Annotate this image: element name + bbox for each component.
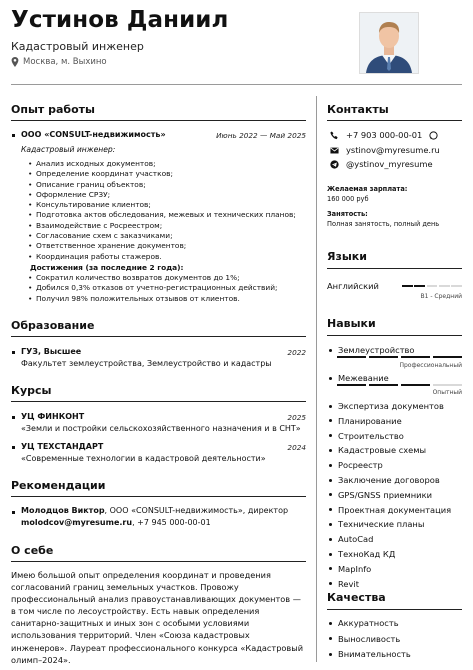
skill-name: Кадастровые схемы [338,445,427,456]
education-year: 2022 [287,348,306,357]
skill-item [329,416,402,426]
skill-name: Землеустройство [338,345,415,355]
course-org: УЦ ФИНКОНТ [21,412,85,421]
profile-photo [359,12,419,74]
location-text: Москва, м. Выхино [23,57,107,67]
bullet-icon [329,582,332,585]
skill-name: ТехноКад КД [338,549,396,559]
skills-heading: Навыки [327,317,376,330]
email-icon [330,146,339,155]
recommendations-divider [11,496,306,497]
skill-name: MapInfo [338,563,372,574]
skill-name: Технические планы [338,519,425,530]
list-item: • Консультирование клиентов; [27,200,307,210]
entry-marker [12,351,15,354]
contacts-heading: Контакты [327,103,389,116]
employment-label: Занятость: [327,210,368,218]
position-title: Кадастровый инженер: [21,145,116,154]
skill-item [329,401,444,411]
skill-item [329,460,383,470]
level-segment-filled [414,285,425,287]
level-segment-filled [402,285,413,287]
salary-label: Желаемая зарплата: [327,185,408,193]
recommendation-contacts [21,518,211,527]
skill-item [329,564,371,574]
telegram-icon [330,160,339,169]
bullet-icon [329,523,332,526]
quality-item [329,618,399,628]
bullet-icon [329,377,332,380]
phone-icon [330,131,339,140]
list-item: • Добился 0,3% отказов от учетно-регистрационных действий; [27,283,307,293]
languages-heading: Языки [327,250,367,263]
employment-value: Полная занятость, полный день [327,220,440,228]
language-name: Английский [327,281,379,291]
telegram-row [330,159,433,169]
bullet-icon [329,419,332,422]
list-item: • Анализ исходных документов; [27,159,307,169]
level-segment-empty [451,285,462,287]
faculty: Факультет землеустройства, Землеустройство и кадастры [21,359,272,368]
header-divider [11,84,462,85]
level-segment-filled [401,384,430,386]
bullet-icon [329,479,332,482]
skill-item [329,490,432,500]
skill-level-bar [337,356,462,358]
list-item: • Получил 98% положительных отзывов от клиентов. [27,294,307,304]
quality-name: Внимательность [338,649,411,659]
achievements-list [27,273,307,304]
bullet-icon [329,567,332,570]
email-row [330,145,440,155]
skill-item [329,505,451,515]
quality-item [329,634,400,644]
bullet-icon [329,622,332,625]
bullet-icon [329,538,332,541]
skill-name: Строительство [338,430,404,441]
skill-item [329,549,395,559]
list-item: • Согласование схем с заказчиками; [27,231,307,241]
contacts-divider [327,120,462,121]
skill-name: Проектная документация [338,504,452,515]
entry-marker [12,134,15,137]
list-item: • Оформление СРЗУ; [27,190,307,200]
list-item: • Подготовка актов обследования, межевых и технических планов; [27,210,307,220]
bullet-icon [329,653,332,656]
list-item: • Ответственное хранение документов; [27,241,307,251]
email-address[interactable]: ystinov@myresume.ru [346,145,440,155]
list-item: • Взаимодействие с Росреестром; [27,221,307,231]
experience-dates: Июнь 2022 — Май 2025 [216,131,306,140]
skill-item [329,431,404,441]
bullet-icon [329,349,332,352]
skill-item [329,373,389,383]
skill-name: Планирование [338,415,402,426]
column-divider [316,96,317,662]
skills-divider [327,335,462,336]
skill-item [329,534,373,544]
course-year: 2025 [287,413,306,422]
list-item: • Координация работы стажеров. [27,252,307,262]
list-item: • Определение координат участков; [27,169,307,179]
level-segment-filled [433,356,462,358]
whatsapp-icon [429,131,438,140]
education-divider [11,336,306,337]
language-level: B1 - Средний [420,293,462,300]
recommender-phone: , +7 945 000-00-01 [132,518,211,527]
bullet-icon [329,493,332,496]
recommender-name: Молодцов Виктор [21,506,105,515]
skill-name: Revit [338,578,359,589]
about-text: Имею большой опыт определения координат и проведения согласований границ земельных участков. Провожу профессиональный анализ правоустанавливающих документов — в том числе по лесоустройству. Есть навык определения санитарно-защитных и иных зон с особыми условиями использования территорий. Член «Союза кадастровых инженеров». Лауреат профессионального конкурса «Кадастровый олимп–2024». [11,570,304,665]
languages-divider [327,268,462,269]
course-name: «Земли и постройки сельскохозяйственного назначения и в СНТ» [21,424,301,433]
qualities-heading: Качества [327,591,386,604]
recommender-details: , ООО «CONSULT-недвижимость», директор [104,506,289,515]
avatar-icon [360,13,418,73]
skill-level: Опытный [432,389,462,396]
list-item: • Описание границ объектов; [27,180,307,190]
bullet-icon [329,434,332,437]
quality-name: Аккуратность [338,618,399,628]
about-heading: О себе [11,544,54,557]
candidate-name: Устинов Даниил [11,7,229,33]
entry-marker [12,511,15,514]
company-name: ООО «CONSULT-недвижимость» [21,130,166,139]
level-segment-empty [427,285,438,287]
experience-divider [11,120,306,121]
skill-item [329,445,426,455]
school-name: ГУЗ, Высшее [21,347,82,356]
skill-level: Профессиональный [399,362,462,369]
about-divider [11,561,306,562]
skill-name: Росреестр [338,460,383,471]
phone-number[interactable]: +7 903 000-00-01 [346,130,423,140]
level-segment-filled [337,384,366,386]
skill-level-bar [337,384,462,386]
education-heading: Образование [11,319,95,332]
qualities-divider [327,609,462,610]
skill-item [329,579,359,589]
courses-heading: Курсы [11,384,52,397]
level-segment-filled [369,356,398,358]
duties-list [27,159,307,262]
bullet-icon [329,637,332,640]
course-org: УЦ ТЕХСТАНДАРТ [21,442,104,451]
courses-divider [11,401,306,402]
phone-row [330,130,438,140]
course-name: «Современные технологии в кадастровой деятельности» [21,454,266,463]
experience-heading: Опыт работы [11,103,95,116]
skill-item [329,345,415,355]
quality-name: Выносливость [338,633,401,644]
level-segment-filled [401,356,430,358]
salary-value: 160 000 руб [327,195,369,203]
skill-item [329,475,440,485]
list-item: • Сократил количество возвратов документов до 1%; [27,273,307,283]
course-year: 2024 [287,443,306,452]
recommender-email[interactable]: molodcov@myresume.ru [21,518,133,527]
bullet-icon [329,508,332,511]
level-segment-empty [433,384,462,386]
entry-marker [12,446,15,449]
skill-name: Заключение договоров [338,475,440,485]
skill-name: Межевание [338,373,389,383]
level-segment-empty [439,285,450,287]
bullet-icon [329,449,332,452]
skill-name: GPS/GNSS приемники [338,489,432,500]
level-segment-filled [369,384,398,386]
achievements-title: Достижения (за последние 2 года): [30,263,184,272]
candidate-role: Кадастровый инженер [11,40,144,53]
skill-item [329,519,424,529]
skill-name: AutoCad [338,534,374,545]
quality-item [329,649,411,659]
recommendations-heading: Рекомендации [11,479,106,492]
skill-name: Экспертиза документов [338,401,444,411]
location [11,57,107,67]
entry-marker [12,416,15,419]
location-pin-icon [11,57,19,67]
telegram-handle[interactable]: @ystinov_myresume [346,159,433,169]
bullet-icon [329,405,332,408]
level-segment-filled [337,356,366,358]
bullet-icon [329,553,332,556]
recommendation-line [21,506,288,515]
language-level-bar [402,285,462,287]
bullet-icon [329,464,332,467]
